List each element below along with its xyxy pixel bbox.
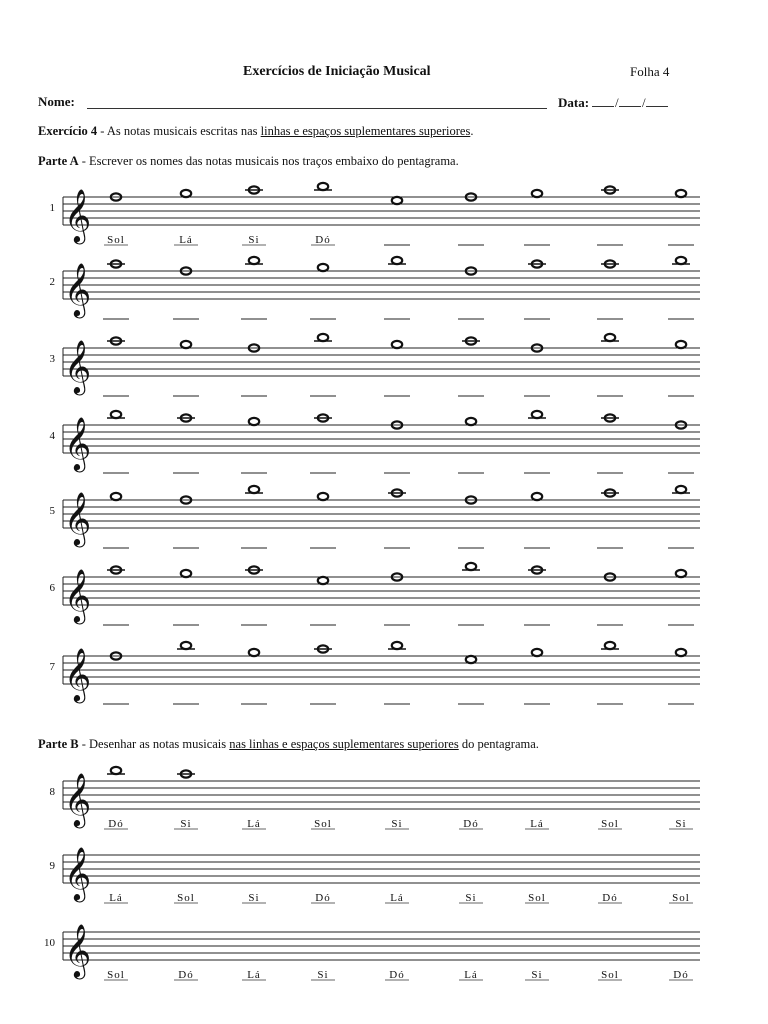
whole-note-icon <box>392 341 402 348</box>
note-name-answer[interactable]: Dó <box>673 969 689 981</box>
whole-note-icon <box>111 767 121 774</box>
whole-note-icon <box>466 418 476 425</box>
whole-note-icon <box>676 570 686 577</box>
note-name-answer[interactable]: Lá <box>464 969 478 981</box>
note-name-answer[interactable]: Dó <box>108 818 124 830</box>
staff-4 <box>50 411 701 473</box>
treble-clef-icon: 𝄞 <box>64 262 92 316</box>
treble-clef-icon: 𝄞 <box>64 491 92 545</box>
whole-note-icon <box>318 183 328 190</box>
note-name-answer[interactable]: Sol <box>177 892 195 904</box>
whole-note-icon <box>532 649 542 656</box>
staff-6 <box>50 563 701 625</box>
treble-clef-icon: 𝄞 <box>64 339 92 393</box>
part-a-instruction: - Escrever os nomes das notas musicais nos traços embaixo do pentagrama. <box>78 154 459 168</box>
whole-note-icon <box>676 649 686 656</box>
part-b-label: Parte B <box>38 737 79 751</box>
note-name-answer[interactable]: Lá <box>530 818 544 830</box>
whole-note-icon <box>181 570 191 577</box>
staff-8 <box>50 767 701 830</box>
staff-1 <box>50 183 701 246</box>
whole-note-icon <box>318 264 328 271</box>
whole-note-icon <box>676 257 686 264</box>
note-name-answer[interactable]: Si <box>248 892 260 904</box>
date-separator: / <box>641 95 646 110</box>
whole-note-icon <box>676 190 686 197</box>
exercise-text: As notas musicais escritas nas <box>106 124 261 138</box>
note-name-answer[interactable]: Dó <box>389 969 405 981</box>
exercise-underlined-text: linhas e espaços suplementares superiores <box>260 124 471 138</box>
staff-number: 10 <box>44 937 55 949</box>
date-label: Data: <box>558 95 590 110</box>
staff-number: 5 <box>49 505 55 517</box>
note-name-answer[interactable]: Sol <box>107 969 125 981</box>
sheet-number: Folha 4 <box>630 64 670 79</box>
note-name-answer[interactable]: Si <box>317 969 329 981</box>
whole-note-icon <box>249 418 259 425</box>
whole-note-icon <box>318 577 328 584</box>
note-name-answer[interactable]: Sol <box>601 818 619 830</box>
whole-note-icon <box>605 642 615 649</box>
note-name-answer[interactable]: Dó <box>602 892 618 904</box>
part-b-underlined-text: nas linhas e espaços suplementares superiores <box>229 737 459 751</box>
note-name-answer[interactable]: Si <box>675 818 687 830</box>
date-separator: / <box>614 95 619 110</box>
note-name-answer[interactable]: Lá <box>179 234 193 246</box>
note-name-answer[interactable]: Dó <box>178 969 194 981</box>
staff-3 <box>50 334 701 396</box>
whole-note-icon <box>676 341 686 348</box>
whole-note-icon <box>392 257 402 264</box>
staff-9 <box>50 846 701 904</box>
whole-note-icon <box>466 656 476 663</box>
whole-note-icon <box>392 197 402 204</box>
whole-note-icon <box>392 642 402 649</box>
part-b-text: - Desenhar as notas musicais <box>78 737 230 751</box>
exercise-text-end: . <box>470 124 474 138</box>
staff-5 <box>50 486 701 548</box>
part-b-text-end: do pentagrama. <box>458 737 539 751</box>
treble-clef-icon: 𝄞 <box>64 416 92 470</box>
note-name-answer[interactable]: Si <box>248 234 260 246</box>
note-name-answer[interactable]: Sol <box>672 892 690 904</box>
treble-clef-icon: 𝄞 <box>64 188 92 242</box>
note-name-answer[interactable]: Lá <box>109 892 123 904</box>
note-name-answer[interactable]: Lá <box>390 892 404 904</box>
staff-number: 4 <box>49 430 55 442</box>
note-name-answer[interactable]: Si <box>180 818 192 830</box>
whole-note-icon <box>605 334 615 341</box>
note-name-answer[interactable]: Lá <box>247 818 261 830</box>
note-name-answer[interactable]: Sol <box>528 892 546 904</box>
treble-clef-icon: 𝄞 <box>64 923 92 977</box>
staff-number: 8 <box>49 786 55 798</box>
whole-note-icon <box>111 493 121 500</box>
staff-number: 3 <box>49 353 55 365</box>
staff-number: 6 <box>49 582 55 594</box>
note-name-answer[interactable]: Si <box>465 892 477 904</box>
note-name-answer[interactable]: Sol <box>107 234 125 246</box>
whole-note-icon <box>181 341 191 348</box>
exercise-dash: - <box>97 124 107 138</box>
staff-10 <box>44 923 700 981</box>
part-a-label: Parte A <box>38 154 79 168</box>
staff-2 <box>50 257 701 319</box>
staff-number: 7 <box>49 661 55 673</box>
note-name-answer[interactable]: Sol <box>601 969 619 981</box>
whole-note-icon <box>249 486 259 493</box>
note-name-answer[interactable]: Sol <box>314 818 332 830</box>
name-label: Nome: <box>38 94 75 109</box>
whole-note-icon <box>318 334 328 341</box>
whole-note-icon <box>249 649 259 656</box>
whole-note-icon <box>249 257 259 264</box>
staff-number: 2 <box>49 276 55 288</box>
staff-number: 9 <box>49 860 55 872</box>
staff-number: 1 <box>49 202 55 214</box>
note-name-answer[interactable]: Dó <box>315 234 331 246</box>
whole-note-icon <box>466 563 476 570</box>
exercise-label: Exercício 4 <box>38 124 98 138</box>
treble-clef-icon: 𝄞 <box>64 647 92 701</box>
note-name-answer[interactable]: Dó <box>315 892 331 904</box>
whole-note-icon <box>181 190 191 197</box>
treble-clef-icon: 𝄞 <box>64 846 92 900</box>
treble-clef-icon: 𝄞 <box>64 772 92 826</box>
staff-7 <box>50 642 701 704</box>
treble-clef-icon: 𝄞 <box>64 568 92 622</box>
whole-note-icon <box>111 411 121 418</box>
note-name-answer[interactable]: Lá <box>247 969 261 981</box>
whole-note-icon <box>532 493 542 500</box>
whole-note-icon <box>532 411 542 418</box>
whole-note-icon <box>532 190 542 197</box>
note-name-answer[interactable]: Dó <box>463 818 479 830</box>
note-name-answer[interactable]: Si <box>391 818 403 830</box>
whole-note-icon <box>181 642 191 649</box>
note-name-answer[interactable]: Si <box>531 969 543 981</box>
whole-note-icon <box>318 493 328 500</box>
worksheet-title: Exercícios de Iniciação Musical <box>243 64 431 79</box>
whole-note-icon <box>676 486 686 493</box>
